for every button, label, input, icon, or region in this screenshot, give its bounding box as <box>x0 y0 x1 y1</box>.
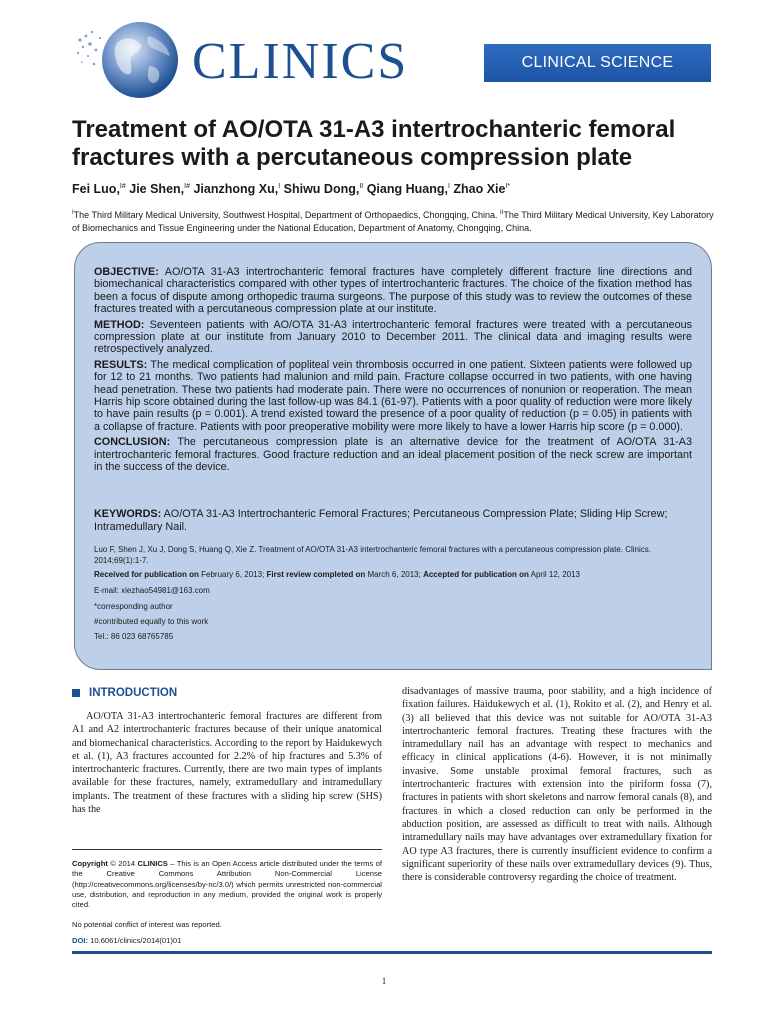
contact-email[interactable]: E-mail: xiezhao54981@163.com <box>94 586 210 595</box>
conclusion-text: The percutaneous compression plate is an alternative device for the treatment of AO/OTA 31-A3 intertrochanteric femoral fractures. Good fracture reduction and an ideal placement position of the neck screw are important in the success of the device. <box>94 436 692 474</box>
keywords-label: KEYWORDS: <box>94 508 162 520</box>
author-affiliation-mark: II <box>359 182 364 190</box>
received-date: February 6, 2013; <box>201 570 265 579</box>
method-label: METHOD: <box>94 318 145 331</box>
author-affiliation-mark: I <box>278 182 281 190</box>
author-affiliation-mark: I <box>447 182 450 190</box>
keywords-text: AO/OTA 31-A3 Intertrochanteric Femoral Fractures; Percutaneous Compression Plate; Sliding Hip Screw; Intramedullary Nail. <box>94 508 668 534</box>
doi-value[interactable]: 10.6061/clinics/2014(01)01 <box>90 936 182 945</box>
author-name: Jie Shen, <box>129 182 185 196</box>
affiliation-mark: I <box>72 210 74 216</box>
author-name: Shiwu Dong, <box>283 182 360 196</box>
abstract-conclusion <box>94 436 692 473</box>
copyright-year: 2014 <box>118 859 136 868</box>
author-name: Fei Luo, <box>72 182 120 196</box>
keywords <box>94 508 692 535</box>
contact-telephone: Tel.: 86 023 68765785 <box>94 632 174 641</box>
equal-contribution-note: #contributed equally to this work <box>94 617 209 626</box>
review-date: March 6, 2013; <box>367 570 421 579</box>
doi <box>72 936 382 945</box>
abstract-results <box>94 359 692 433</box>
results-label: RESULTS: <box>94 358 148 371</box>
affiliation-2: The Third Military Medical University, Key Laboratory of Biomechanics and Tissue Engineering under the National Education, Department of Anatomy, Chongqing, China. <box>72 210 714 233</box>
author-affiliation-mark: I# <box>184 182 190 190</box>
received-label: Received for publication on <box>94 570 199 579</box>
abstract-objective <box>94 266 692 316</box>
copyright-journal: CLINICS <box>137 859 168 868</box>
author-list <box>72 182 722 196</box>
results-text: The medical complication of popliteal vein thrombosis occurred in one patient. Sixteen patients were followed up for 12 to 21 months. Two patients had malunion and mild pain. Fracture collapse occurred in two patients, with one having head penetration. These two patients had moderate pain. There were no occurrences of nonunion or reoperation. The mean Harris hip score obtained during the last follow-up was 84.1 (61-97). Patients with a poor quality of reduction were more likely to have pain results (p = 0.001). A trend existed toward the presence of a poor quality of reduction (p = 0.05) in patients with a collapse of fracture. Patients with poor preoperative mobility were more likely to have a lower Harris hip score (p = 0.000). <box>94 358 693 433</box>
copyright-divider <box>72 849 382 850</box>
article-title: Treatment of AO/OTA 31-A3 intertrochanteric femoral fractures with a percutaneous compression plate <box>72 116 676 171</box>
bottom-divider <box>72 951 712 954</box>
review-label: First review completed on <box>266 570 366 579</box>
copyright-symbol: © <box>110 859 116 868</box>
intro-heading-label: INTRODUCTION <box>89 687 178 699</box>
citation: Luo F, Shen J, Xu J, Dong S, Huang Q, Xie Z. Treatment of AO/OTA 31-A3 intertrochanteric femoral fractures with a percutaneous compression plate. Clinics. 2014;69(1):1-7. <box>94 545 652 565</box>
objective-label: OBJECTIVE: <box>94 266 159 278</box>
abstract-text <box>94 266 692 477</box>
affiliation-mark: II <box>500 210 504 216</box>
doi-label: DOI: <box>72 936 89 945</box>
journal-name: CLINICS <box>192 33 409 90</box>
abstract-method <box>94 319 692 356</box>
method-text: Seventeen patients with AO/OTA 31-A3 intertrochanteric femoral fractures were treated with a percutaneous compression plate at our institute from January 2010 to December 2011. The clinical data and imaging results were retrospectively analyzed. <box>94 318 693 356</box>
author-name: Qiang Huang, <box>366 182 448 196</box>
accepted-label: Accepted for publication on <box>423 570 529 579</box>
intro-paragraph-right: disadvantages of massive trauma, poor stability, and a high incidence of fixation failures. Haidukewych et al. (1), Rokito et al. (2), and Henry et al. (3) all believed that this device was not suitable for AO/OTA 31-A3 intertrochanteric femoral fractures. Treating these fractures with the intramedullary nail has an advantage with respect to mechanics and efficacy in clinical applications (4-6). However, it is not minimally invasive. Some unstable proximal femoral fractures, such as intertrochanteric fractures with extension into the piriform fossa (7), fractures in patients with short skeletons and narrow femoral canals (8), and fractures in which a closed reduction can only be performed in the abduction position, are assessed as difficult to treat with nails. Although intramedullary nails may have advantages over extramedullary fixation for AO type A3 fractures, there is currently insufficient evidence to confirm a significant superiority of these nails over extramedullary devices (9). Thus, there is considerable controversy regarding the choice of treatment. <box>402 686 712 884</box>
affiliation-1: The Third Military Medical University, Southwest Hospital, Department of Orthopaedics, Chongqing, China. <box>73 210 498 220</box>
copyright-notice <box>72 859 382 910</box>
author-name: Zhao Xie <box>453 182 506 196</box>
conflict-of-interest: No potential conflict of interest was reported. <box>72 920 222 929</box>
objective-text: AO/OTA 31-A3 intertrochanteric femoral fractures have completely different fracture line directions and biomechanical characteristics compared with other types of intertrochanteric fractures. The choice of the fixation method has been a focus of dispute among orthopedic trauma surgeons. The purpose of this study was to review the outcomes of these fractures treated with a percutaneous compression plate at our institute. <box>94 266 692 316</box>
corresponding-author-note: *corresponding author <box>94 602 173 611</box>
affiliations <box>72 207 722 235</box>
publication-dates <box>94 570 692 579</box>
author-name: Jianzhong Xu, <box>193 182 279 196</box>
accepted-date: April 12, 2013 <box>530 570 581 579</box>
page-number: 1 <box>381 976 387 986</box>
copyright-label: Copyright <box>72 859 108 868</box>
journal-logo-globe <box>74 20 186 100</box>
section-badge: CLINICAL SCIENCE <box>484 44 711 82</box>
author-affiliation-mark: I# <box>119 182 126 190</box>
conclusion-label: CONCLUSION: <box>94 436 171 449</box>
copyright-text: – This is an Open Access article distributed under the terms of the Creative Commons Attribution Non-Commercial License (http://creativecommons.org/licenses/by-nc/3.0/) which permits unrestricted non-commercial use, distribution, and reproduction in any medium, provided the original work is properly cited. <box>72 859 382 910</box>
intro-paragraph-left: AO/OTA 31-A3 intertrochanteric femoral fractures are different from A1 and A2 intertrochanteric fractures because of their unique anatomical and biomechanical characteristics. According to the report by Haidukewych et al. (1), A3 fractures accounted for 2.2% of hip fractures and 5.3% of intertrochanteric fractures. Currently, there are two main types of implants available for these fractures, namely, extramedullary and intramedullary implants. The treatment of these fractures with a sliding hip screw (SHS) has the <box>72 711 382 816</box>
author-affiliation-mark: I* <box>505 182 511 190</box>
heading-square-icon <box>72 689 80 697</box>
section-heading-introduction <box>72 687 177 699</box>
